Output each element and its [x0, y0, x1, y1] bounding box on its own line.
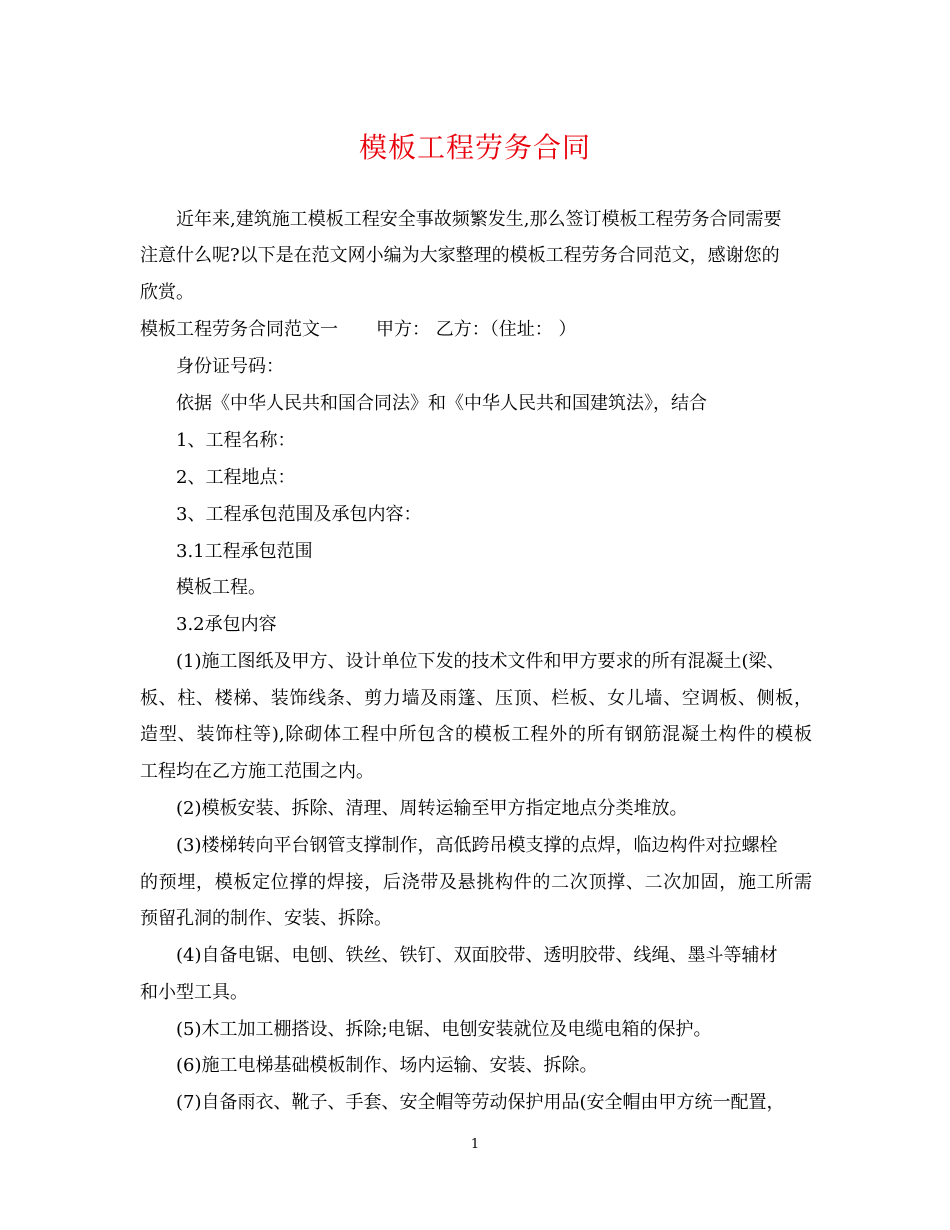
- intro-line-1: 近年来,建筑施工模板工程安全事故频繁发生,那么签订模板工程劳务合同需要: [176, 209, 782, 230]
- project-location-line: 2、工程地点：: [176, 467, 296, 488]
- content-subheading-line: 3.2承包内容: [176, 614, 277, 635]
- page-number: 1: [470, 1137, 480, 1152]
- document-title: 模板工程劳务合同: [358, 131, 591, 164]
- heading-line-right: 甲方： 乙方：（住址： ）: [376, 319, 577, 340]
- item7-line: (7)自备雨衣、靴子、手套、安全帽等劳动保护用品(安全帽由甲方统一配置，: [176, 1092, 785, 1113]
- heading-line: [140, 318, 576, 342]
- item3-line-2: 的预埋，模板定位撑的焊接，后浇带及悬挑构件的二次顶撑、二次加固，施工所需: [140, 872, 812, 893]
- intro-line-3: 欣赏。: [140, 282, 194, 303]
- id-number-line: 身份证号码：: [176, 356, 284, 377]
- item4-line-1: (4)自备电锯、电刨、铁丝、铁钉、双面胶带、透明胶带、线绳、墨斗等辅材: [176, 945, 778, 966]
- basis-line: 依据《中华人民共和国合同法》和《中华人民共和国建筑法》，结合: [176, 393, 707, 414]
- project-name-line: 1、工程名称：: [176, 430, 296, 451]
- heading-line-left: 模板工程劳务合同范文一: [140, 319, 338, 340]
- intro-line-2: 注意什么呢?以下是在范文网小编为大家整理的模板工程劳务合同范文，感谢您的: [140, 245, 780, 266]
- item2-line: (2)模板安装、拆除、清理、周转运输至甲方指定地点分类堆放。: [176, 798, 688, 819]
- item1-line-2: 板、柱、楼梯、装饰线条、剪力墙及雨篷、压顶、栏板、女儿墙、空调板、侧板，: [140, 688, 812, 709]
- item1-line-1: (1)施工图纸及甲方、设计单位下发的技术文件和甲方要求的所有混凝土(梁、: [176, 651, 785, 672]
- item1-line-4: 工程均在乙方施工范围之内。: [140, 761, 374, 782]
- scope-content-line: 模板工程。: [176, 577, 266, 598]
- item5-line: (5)木工加工棚搭设、拆除;电锯、电刨安装就位及电缆电箱的保护。: [176, 1019, 712, 1040]
- item3-line-1: (3)楼梯转向平台钢管支撑制作，高低跨吊模支撑的点焊，临边构件对拉螺栓: [176, 835, 778, 856]
- item6-line: (6)施工电梯基础模板制作、场内运输、安装、拆除。: [176, 1055, 598, 1076]
- item4-line-2: 和小型工具。: [140, 982, 248, 1003]
- item3-line-3: 预留孔洞的制作、安装、拆除。: [140, 908, 392, 929]
- scope-heading-line: 3、工程承包范围及承包内容：: [176, 504, 422, 525]
- scope-subheading-line: 3.1工程承包范围: [176, 541, 313, 562]
- item1-line-3: 造型、装饰柱等),除砌体工程中所包含的模板工程外的所有钢筋混凝土构件的模板: [140, 724, 812, 745]
